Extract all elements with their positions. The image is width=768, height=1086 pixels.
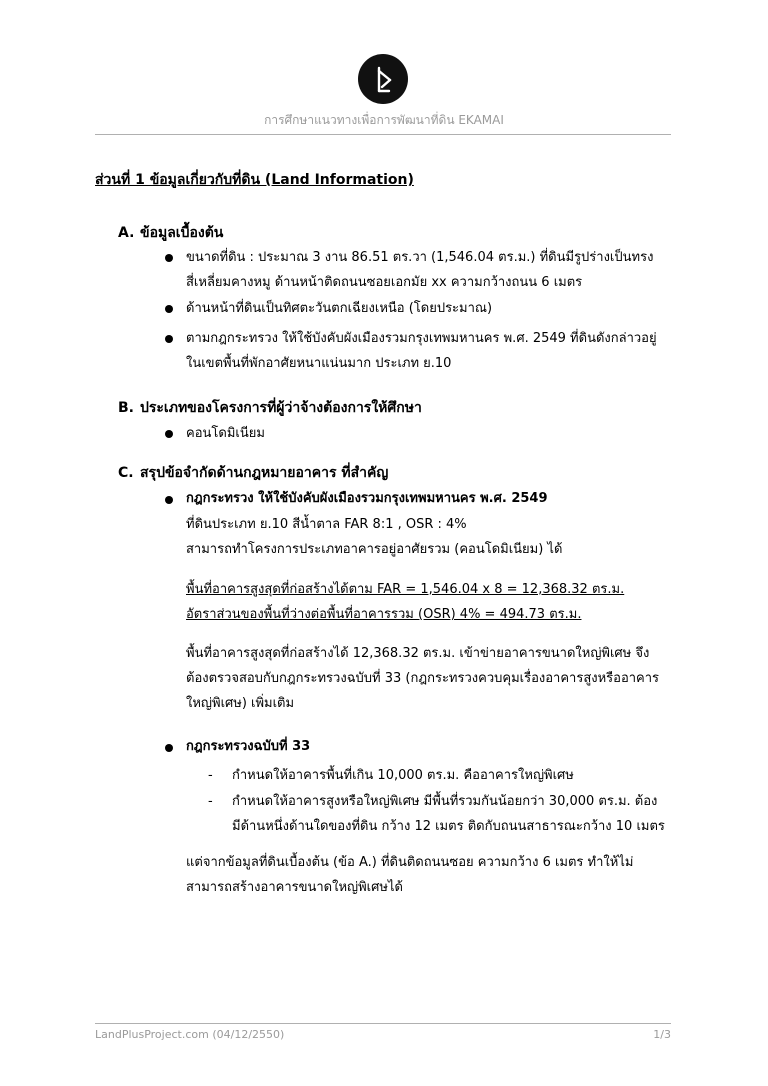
c-conclusion-line2: สามารถสร้างอาคารขนาดใหญ่พิเศษได้ (186, 880, 403, 895)
c-paragraph-line3: ใหญ่พิเศษ) เพิ่มเติม (186, 696, 295, 711)
bullet-icon (165, 335, 173, 343)
c-dash1-line1: กำหนดให้อาคารพื้นที่เกิน 10,000 ตร.ม. คืออาคารใหญ่พิเศษ (232, 768, 574, 783)
c-conclusion-line1: แต่จากข้อมูลที่ดินเบื้องต้น (ข้อ A.) ที่ดินติดถนนซอย ความกว้าง 6 เมตร ทำให้ไม่ (186, 855, 634, 870)
c-bullet2-title: กฎกระทรวงฉบับที่ 33 (186, 739, 311, 754)
a-bullet1-line2: สี่เหลี่ยมคางหมู ด้านหน้าติดถนนซอยเอกมัย xx ความกว้างถนน 6 เมตร (186, 275, 583, 290)
footer-source: LandPlusProject.com (04/12/2550) (95, 1028, 285, 1041)
footer-divider (95, 1023, 671, 1024)
header-divider (95, 134, 671, 135)
page-number: 1/3 (653, 1028, 671, 1041)
heading-a-title: ข้อมูลเบื้องต้น (140, 225, 224, 241)
section-title: ส่วนที่ 1 ข้อมูลเกี่ยวกับที่ดิน (Land Information) (95, 172, 414, 188)
dash-marker: - (208, 794, 213, 809)
heading-a-letter: A. (118, 225, 135, 241)
c-bullet1-title: กฎกระทรวง ให้ใช้บังคับผังเมืองรวมกรุงเทพมหานคร พ.ศ. 2549 (186, 491, 548, 506)
logo-mark-icon (358, 54, 408, 104)
a-bullet2-line1: ด้านหน้าที่ดินเป็นทิศตะวันตกเฉียงเหนือ (โดยประมาณ) (186, 301, 493, 316)
far-calculation: พื้นที่อาคารสูงสุดที่ก่อสร้างได้ตาม FAR = 1,546.04 x 8 = 12,368.32 ตร.ม. (186, 582, 625, 597)
heading-a (118, 222, 223, 244)
bullet-icon (165, 744, 173, 752)
heading-b-letter: B. (118, 400, 134, 416)
bullet-icon (165, 305, 173, 313)
bullet-icon (165, 430, 173, 438)
heading-b (118, 397, 422, 419)
bullet-icon (165, 496, 173, 504)
c-paragraph-line2: ต้องตรวจสอบกับกฎกระทรวงฉบับที่ 33 (กฎกระทรวงควบคุมเรื่องอาคารสูงหรืออาคาร (186, 671, 660, 686)
dash-marker: - (208, 768, 213, 783)
heading-b-title: ประเภทของโครงการที่ผู้ว่าจ้างต้องการให้ศึกษา (140, 400, 422, 416)
a-bullet3-line1: ตามกฎกระทรวง ให้ใช้บังคับผังเมืองรวมกรุงเทพมหานคร พ.ศ. 2549 ที่ดินดังกล่าวอยู่ (186, 331, 657, 346)
document-subtitle: การศึกษาแนวทางเพื่อการพัฒนาที่ดิน EKAMAI (264, 113, 504, 127)
c-bullet1-line2: ที่ดินประเภท ย.10 สีน้ำตาล FAR 8:1 , OSR : 4% (186, 517, 467, 532)
c-dash2-line2: มีด้านหนึ่งด้านใดของที่ดิน กว้าง 12 เมตร ติดกับถนนสาธารณะกว้าง 10 เมตร (232, 819, 665, 834)
ekamai-logo (358, 54, 408, 104)
a-bullet1-line1: ขนาดที่ดิน : ประมาณ 3 งาน 86.51 ตร.วา (1,546.04 ตร.ม.) ที่ดินมีรูปร่างเป็นทรง (186, 250, 654, 265)
b-bullet1-line1: คอนโดมิเนียม (186, 426, 265, 441)
heading-c-title: สรุปข้อจำกัดด้านกฎหมายอาคาร ที่สำคัญ (140, 465, 389, 481)
a-bullet3-line2: ในเขตพื้นที่พักอาศัยหนาแน่นมาก ประเภท ย.10 (186, 356, 452, 371)
osr-calculation: อัตราส่วนของพื้นที่ว่างต่อพื้นที่อาคารรวม (OSR) 4% = 494.73 ตร.ม. (186, 607, 582, 622)
heading-c-letter: C. (118, 465, 134, 481)
bullet-icon (165, 254, 173, 262)
c-paragraph-line1: พื้นที่อาคารสูงสุดที่ก่อสร้างได้ 12,368.32 ตร.ม. เข้าข่ายอาคารขนาดใหญ่พิเศษ จึง (186, 646, 650, 661)
c-dash2-line1: กำหนดให้อาคารสูงหรือใหญ่พิเศษ มีพื้นที่รวมกันน้อยกว่า 30,000 ตร.ม. ต้อง (232, 794, 658, 809)
c-bullet1-line3: สามารถทำโครงการประเภทอาคารอยู่อาศัยรวม (คอนโดมิเนียม) ได้ (186, 542, 563, 557)
heading-c (118, 462, 388, 484)
